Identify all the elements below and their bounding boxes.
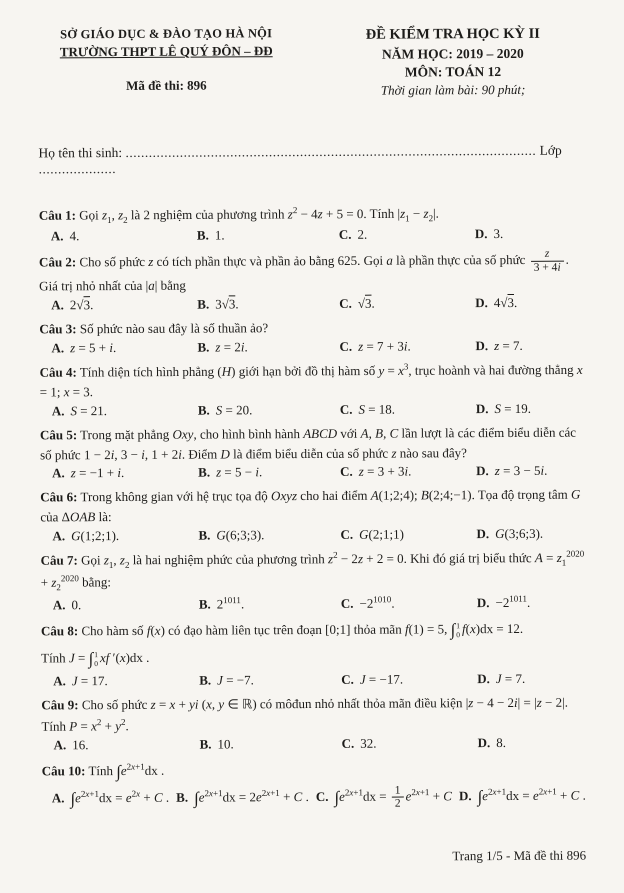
department-name: SỞ GIÁO DỤC & ĐÀO TẠO HÀ NỘI xyxy=(60,26,273,42)
question-options xyxy=(39,295,585,314)
option-value: √3. xyxy=(357,295,375,311)
option-a: A. $\int e^{2x+1}dx = e^{2x} + C$ . xyxy=(51,788,170,809)
option-d: D. 3. xyxy=(474,226,504,242)
question-options xyxy=(40,525,586,544)
question-text-2: Tính $P = x^2 + y^2$. xyxy=(41,716,129,734)
option-c: C. S = 18. xyxy=(339,401,396,417)
question-6 xyxy=(40,485,586,544)
exam-title: ĐỀ KIỂM TRA HỌC KỲ II xyxy=(365,25,540,43)
option-b: B. 10. xyxy=(199,736,234,752)
option-value: 2. xyxy=(357,226,368,242)
option-value: $\int e^{2x+1}dx = e^{2x} + C$ . xyxy=(70,788,170,809)
option-value: z = 7. xyxy=(494,337,523,353)
school-year: NĂM HỌC: 2019 – 2020 xyxy=(381,45,524,62)
option-value: z = 7 + 3i. xyxy=(358,338,411,354)
exam-header xyxy=(322,25,584,100)
option-value: 8. xyxy=(496,734,506,750)
option-value: G(2;1;1) xyxy=(359,526,404,542)
option-value: $\int e^{2x+1}dx = e^{2x+1} + C$ . xyxy=(477,786,586,807)
question-9 xyxy=(41,692,587,753)
option-a: A. 16. xyxy=(53,736,89,753)
option-d: D. 4√3. xyxy=(475,295,518,311)
name-dotted-field: .......................................................................................................... xyxy=(125,142,537,160)
option-value: 4. xyxy=(69,228,80,244)
question-options xyxy=(42,783,588,812)
option-a: A. S = 21. xyxy=(51,402,108,419)
option-value: G(6;3;3). xyxy=(216,527,265,543)
question-options xyxy=(39,226,585,245)
question-text-2: Tính J = ∫ 1 0 xf ′(x)dx . xyxy=(41,649,150,669)
option-b: B. J = −7. xyxy=(199,672,254,688)
option-d: D. $-2^{1011}$. xyxy=(476,593,531,611)
question-text: Câu 2: Cho số phức z có tích phần thực và phần ảo bằng 625. Gọi a là phần thực của số phức $\frac{z}{3 + 4i}$ . Giá trị nhỏ nhất của |a| bằng xyxy=(38,247,569,294)
option-b: B. z = 5 − i. xyxy=(198,464,263,480)
option-value: z = 5 − i. xyxy=(216,464,263,480)
question-5 xyxy=(40,422,586,481)
question-7 xyxy=(41,547,587,613)
class-dotted-field: .................... xyxy=(38,160,117,176)
school-header xyxy=(38,26,295,94)
class-label: Lớp xyxy=(539,142,562,158)
option-a: A. J = 17. xyxy=(53,672,108,689)
exam-duration: Thời gian làm bài: 90 phút; xyxy=(380,81,526,98)
option-a: A. z = −1 + i. xyxy=(52,465,125,481)
option-value: G(1;2;1). xyxy=(71,527,120,544)
option-b: B. S = 20. xyxy=(197,402,253,418)
option-value: S = 20. xyxy=(215,402,253,418)
option-c: C. G(2;1;1) xyxy=(340,526,404,542)
option-c: C. z = 7 + 3i. xyxy=(339,338,411,354)
option-value: 10. xyxy=(217,736,234,752)
option-c: C. $-2^{1010}$. xyxy=(340,594,395,612)
option-value: 3√3. xyxy=(215,296,239,312)
question-text: Câu 1: Gọi $z_1$, $z_2$ là 2 nghiệm của phương trình $z^2 - 4z + 5 = 0$. Tính $|z_1 - z_2|$. xyxy=(38,204,439,225)
option-value: z = 3 − 5i. xyxy=(494,463,548,479)
question-options xyxy=(39,337,585,356)
question-options xyxy=(40,400,586,419)
option-value: 0. xyxy=(71,596,82,612)
exam-subject: MÔN: TOÁN 12 xyxy=(404,63,502,80)
option-value: 3. xyxy=(493,226,504,242)
option-value: $-2^{1010}$. xyxy=(359,594,395,612)
option-value: G(3;6;3). xyxy=(495,525,544,541)
option-value: S = 19. xyxy=(494,400,532,416)
question-options xyxy=(41,594,587,614)
question-text: Câu 9: Cho số phức z = x + yi (x, y ∈ ℝ) có môđun nhỏ nhất thỏa mãn điều kiện |z − 4 − 2i| = |z − 2|. xyxy=(41,694,568,713)
question-10 xyxy=(42,756,588,812)
option-value: 32. xyxy=(360,735,377,751)
question-text: Câu 8: Cho hàm số f(x) có đạo hàm liên tục trên đoạn [0;1] thỏa mãn f(1) = 5, ∫ 1 0 f(x)dx = 12. xyxy=(40,620,524,640)
option-value: 2√3. xyxy=(69,297,94,313)
option-value: S = 21. xyxy=(70,402,108,419)
question-text: Câu 5: Trong mặt phẳng Oxy, cho hình bình hành ABCD với A, B, C lần lượt là các điểm biểu diễn các số phức 1 − 2i, 3 − i, 1 + 2i. Điểm D là điểm biểu diễn của số phức z nào sau đây? xyxy=(39,424,577,462)
option-value: $\int e^{2x+1}dx = 2e^{2x+1} + C$ . xyxy=(194,787,309,808)
question-text: Câu 10: Tính $\int e^{2x+1}dx$ . xyxy=(41,761,165,781)
page-header xyxy=(38,25,584,101)
questions-list xyxy=(39,202,588,812)
option-a: A. 4. xyxy=(50,228,80,244)
option-d: D. S = 19. xyxy=(475,400,532,416)
option-c: C. 32. xyxy=(341,735,377,751)
question-options xyxy=(40,463,586,482)
question-text: Câu 7: Gọi $z_1$, $z_2$ là hai nghiệm phức của phương trình $z^2 - 2z + 2 = 0$. Khi đó giá trị biểu thức $A = z_1^{2020} + z_2^{2020}$ bằng: xyxy=(40,548,585,593)
option-a: A. 2√3. xyxy=(51,297,94,313)
option-value: 1. xyxy=(214,227,225,243)
option-b: B. $2^{1011}$. xyxy=(198,595,245,612)
option-d: D. $\int e^{2x+1}dx = e^{2x+1} + C$ . xyxy=(458,786,586,807)
option-c: C. $\int e^{2x+1}dx$ = $\frac{1}{2}$ $e^{2x+1} + C$ xyxy=(315,784,452,810)
option-d: D. G(3;6;3). xyxy=(476,525,544,541)
option-value: J = 7. xyxy=(495,670,526,686)
question-text: Câu 6: Trong không gian với hệ trục tọa độ Oxyz cho hai điểm A(1;2;4); B(2;4;−1). Tọa độ trọng tâm G của ΔOAB là: xyxy=(40,486,581,525)
question-options xyxy=(41,670,587,689)
question-2 xyxy=(39,248,585,314)
option-b: B. z = 2i. xyxy=(197,339,248,355)
school-name: TRƯỜNG THPT LÊ QUÝ ĐÔN – ĐĐ xyxy=(59,43,273,60)
option-c: C. z = 3 + 3i. xyxy=(340,463,412,480)
option-d: D. z = 7. xyxy=(475,337,523,354)
option-d: D. z = 3 − 5i. xyxy=(476,463,548,479)
option-a: A. G(1;2;1). xyxy=(52,527,120,544)
student-name-line xyxy=(38,142,584,177)
option-value: J = 17. xyxy=(71,672,108,689)
option-b: B. 3√3. xyxy=(197,296,239,312)
option-a: A. 0. xyxy=(52,596,82,612)
option-value: $\int e^{2x+1}dx$ = $\frac{1}{2}$ $e^{2x+1} + C$ xyxy=(334,784,452,810)
option-c: C. J = −17. xyxy=(341,671,404,687)
name-label: Họ tên thi sinh: xyxy=(38,144,123,160)
option-c: C. 2. xyxy=(338,226,368,242)
option-value: 16. xyxy=(72,736,89,753)
option-a: A. z = 5 + i. xyxy=(51,339,117,356)
option-value: z = 5 + i. xyxy=(70,339,117,356)
option-value: S = 18. xyxy=(358,401,396,417)
option-b: B. G(6;3;3). xyxy=(198,527,265,543)
question-text: Câu 4: Tính diện tích hình phẳng (H) giới hạn bởi đồ thị hàm số $y = x^3$, trục hoành và hai đường thẳng x = 1; x = 3. xyxy=(39,361,583,400)
question-options xyxy=(42,734,588,753)
question-3 xyxy=(39,317,585,357)
option-value: z = 2i. xyxy=(215,339,248,355)
question-8 xyxy=(41,617,587,690)
question-1 xyxy=(39,202,585,244)
option-b: B. $\int e^{2x+1}dx = 2e^{2x+1} + C$ . xyxy=(176,787,309,808)
option-value: z = 3 + 3i. xyxy=(358,463,412,480)
page-footer: Trang 1/5 - Mã đề thi 896 xyxy=(452,847,587,864)
option-value: $2^{1011}$. xyxy=(216,595,245,612)
option-value: J = −17. xyxy=(359,671,404,687)
option-d: D. J = 7. xyxy=(477,670,526,687)
exam-code: Mã đề thi: 896 xyxy=(126,77,207,93)
option-value: $-2^{1011}$. xyxy=(495,593,531,611)
option-value: z = −1 + i. xyxy=(70,465,125,481)
question-text: Câu 3: Số phức nào sau đây là số thuần ảo? xyxy=(39,320,269,337)
option-c: C. √3. xyxy=(339,295,375,312)
option-value: J = −7. xyxy=(217,672,254,688)
question-4 xyxy=(40,359,586,419)
option-b: B. 1. xyxy=(196,227,225,243)
option-d: D. 8. xyxy=(477,734,506,750)
option-value: 4√3. xyxy=(493,295,518,311)
